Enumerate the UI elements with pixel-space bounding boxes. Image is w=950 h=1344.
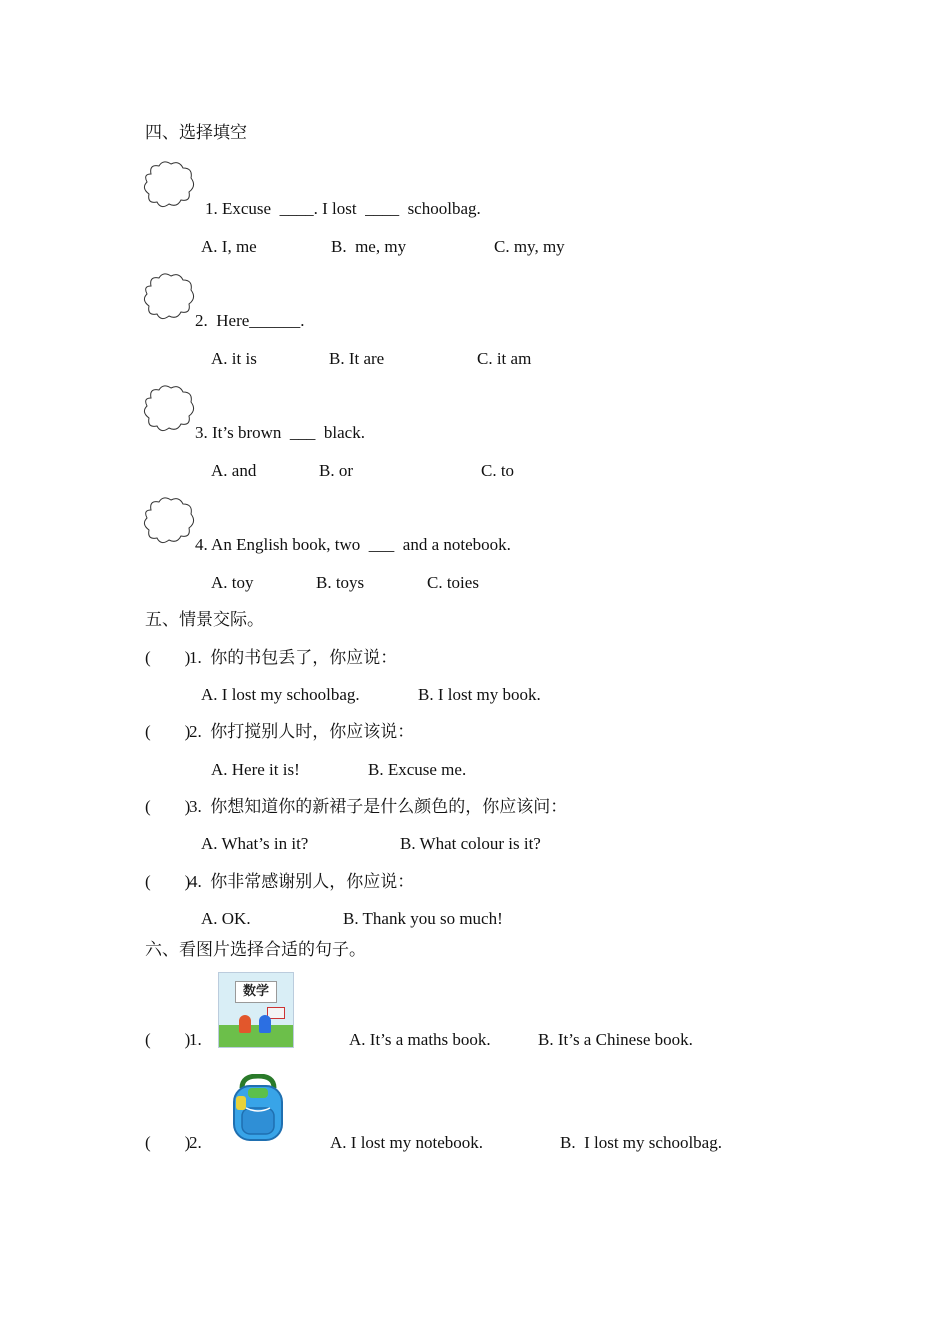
section5-heading: 五、情景交际。	[145, 610, 264, 629]
q6-2-option-b: B. I lost my schoolbag.	[560, 1133, 722, 1152]
q6-2-option-a: A. I lost my notebook.	[330, 1133, 483, 1152]
q6-1-option-a: A. It’s a maths book.	[349, 1030, 491, 1049]
q4-4-option-b: B. toys	[316, 573, 365, 592]
q4-3-option-b: B. or	[319, 461, 353, 480]
q5-3-option-b: B. What colour is it?	[400, 834, 541, 853]
section4-heading: 四、选择填空	[145, 123, 247, 142]
q6-2-number: 2.	[189, 1133, 202, 1152]
answer-blank[interactable]: ( )	[145, 797, 191, 816]
q5-2-stem: 2. 你打搅别人时，你应该说：	[189, 722, 415, 741]
thought-cloud-icon	[141, 160, 195, 210]
q4-2-option-c: C. it am	[477, 349, 532, 368]
thought-cloud-icon	[141, 272, 195, 322]
q5-3-option-a: A. What’s in it?	[201, 834, 309, 853]
q4-1-option-c: C. my, my	[494, 237, 565, 256]
q6-1-number: 1.	[189, 1030, 202, 1049]
q5-2-option-b: B. Excuse me.	[368, 760, 467, 779]
thought-cloud-icon	[141, 496, 195, 546]
q4-2-option-b: B. It are	[329, 349, 385, 368]
answer-blank[interactable]: ( )	[145, 872, 191, 891]
answer-blank[interactable]: ( )	[145, 1133, 191, 1152]
q4-4-option-a: A. toy	[211, 573, 254, 592]
maths-book-icon	[218, 972, 294, 1048]
q5-4-stem: 4. 你非常感谢别人，你应说：	[189, 872, 415, 891]
schoolbag-icon	[222, 1074, 294, 1144]
q5-4-option-b: B. Thank you so much!	[343, 909, 503, 928]
q5-3-stem: 3. 你想知道你的新裙子是什么颜色的，你应该问：	[189, 797, 568, 816]
q5-1-option-b: B. I lost my book.	[418, 685, 541, 704]
q4-1-stem: 1. Excuse ____. I lost ____ schoolbag.	[205, 199, 481, 218]
q5-1-stem: 1. 你的书包丢了，你应说：	[189, 648, 398, 667]
q4-2-stem: 2. Here______.	[195, 311, 305, 330]
section6-heading: 六、看图片选择合适的句子。	[145, 940, 366, 959]
q4-4-option-c: C. toies	[427, 573, 479, 592]
q5-2-option-a: A. Here it is!	[211, 760, 300, 779]
q4-3-option-a: A. and	[211, 461, 257, 480]
q4-1-option-a: A. I, me	[201, 237, 257, 256]
q4-1-option-b: B. me, my	[331, 237, 407, 256]
maths-book-title: 数学	[235, 981, 277, 1003]
q4-2-option-a: A. it is	[211, 349, 257, 368]
q5-4-option-a: A. OK.	[201, 909, 251, 928]
answer-blank[interactable]: ( )	[145, 722, 191, 741]
q4-3-stem: 3. It’s brown ___ black.	[195, 423, 365, 442]
q6-1-option-b: B. It’s a Chinese book.	[538, 1030, 693, 1049]
q4-4-stem: 4. An English book, two ___ and a notebook.	[195, 535, 511, 554]
q4-3-option-c: C. to	[481, 461, 515, 480]
answer-blank[interactable]: ( )	[145, 648, 191, 667]
answer-blank[interactable]: ( )	[145, 1030, 191, 1049]
q5-1-option-a: A. I lost my schoolbag.	[201, 685, 360, 704]
thought-cloud-icon	[141, 384, 195, 434]
